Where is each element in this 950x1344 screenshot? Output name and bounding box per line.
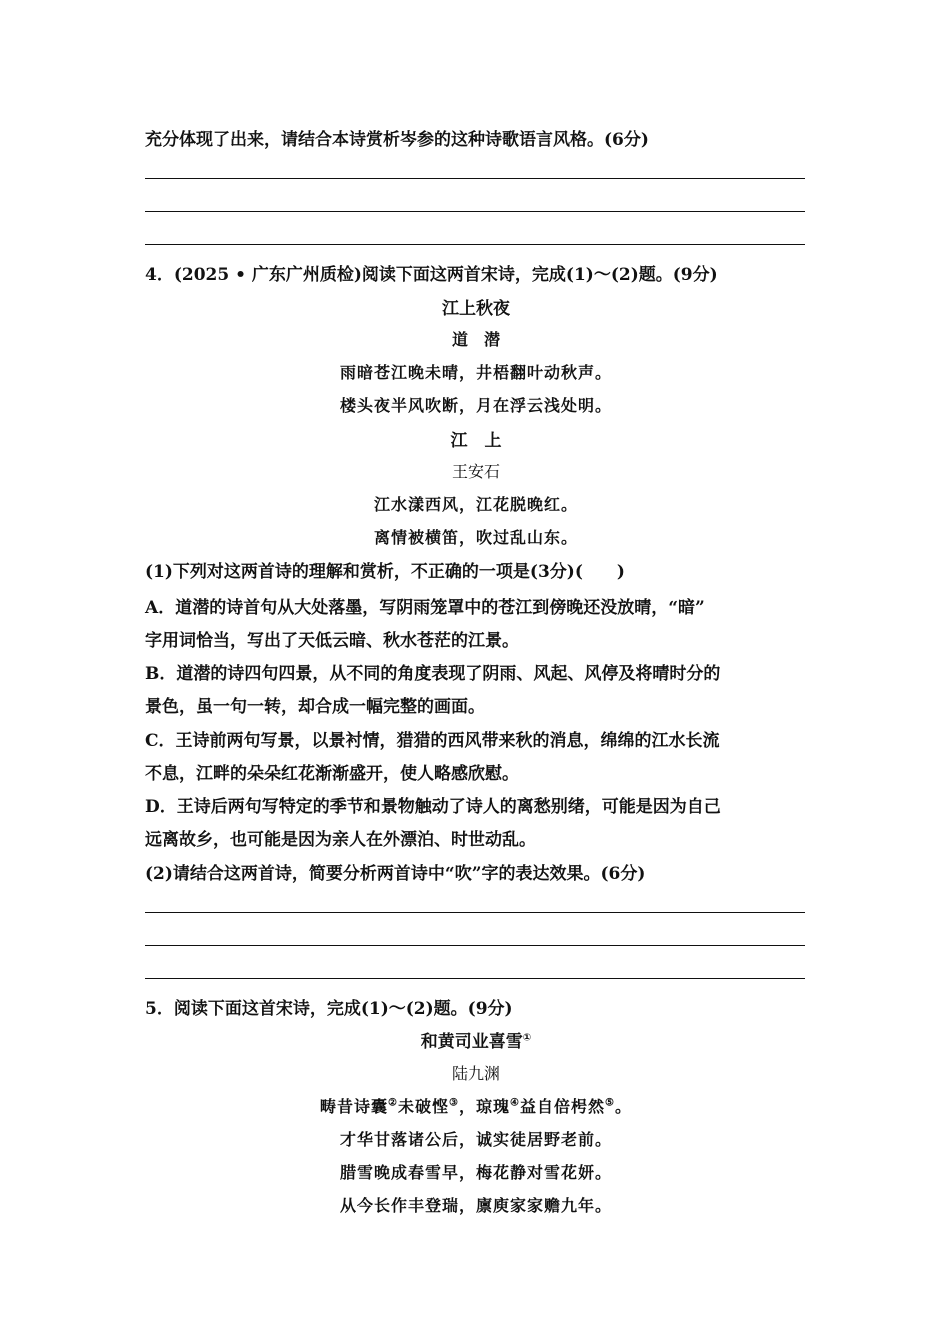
sub-question-2: (2)请结合这两首诗，简要分析两首诗中“吹”字的表达效果。(6分)	[145, 864, 646, 884]
poem-text: 未破悭	[398, 1097, 450, 1116]
poem-title-text: 和黄司业喜雪	[420, 1032, 523, 1052]
poem-line: 腊雪晚成春雪早，梅花静对雪花妍。	[339, 1163, 612, 1182]
question-4-stem	[145, 260, 807, 285]
poem-line: 江水漾西风，江花脱晚红。	[373, 495, 578, 514]
option-a-cont: 字用词恰当，写出了天低云暗、秋水苍茫的江景。	[145, 631, 519, 651]
poem-line: 楼头夜半风吹断，月在浮云浅处明。	[339, 396, 612, 415]
option-c: C．王诗前两句写景，以景衬情，猎猎的西风带来秋的消息，绵绵的江水长流	[145, 731, 720, 751]
answer-line	[145, 178, 805, 179]
question-5-stem: 5．阅读下面这首宋诗，完成(1)～(2)题。(9分)	[145, 999, 513, 1019]
footnote-mark: ④	[510, 1097, 520, 1109]
poem-title	[145, 1027, 807, 1052]
question-4-source: 广东广州质检	[251, 265, 354, 285]
option-a: A．道潜的诗首句从大处落墨，写阴雨笼罩中的苍江到傍晚还没放晴，“暗”	[145, 598, 705, 618]
poem-title: 江 上	[450, 431, 502, 451]
question-4-instruction: )阅读下面这两首宋诗，完成(1)～(2)题。(9分)	[353, 265, 718, 285]
poem-text: 益自倍枵然	[519, 1097, 605, 1116]
poem-line: 才华甘落诸公后，诚实徒居野老前。	[339, 1130, 612, 1149]
poem-text: ，琼瑰	[458, 1097, 510, 1116]
poem-author: 陆九渊	[451, 1064, 500, 1083]
poem-title: 江上秋夜	[442, 299, 510, 319]
option-b: B．道潜的诗四句四景，从不同的角度表现了阴雨、风起、风停及将晴时分的	[145, 664, 721, 684]
footnote-mark: ⑤	[604, 1097, 615, 1109]
answer-line	[145, 945, 805, 946]
poem-line: 离情被横笛，吹过乱山东。	[373, 528, 578, 547]
poem-author: 道 潜	[451, 330, 500, 349]
answer-line	[145, 978, 805, 979]
poem-text: 畴昔诗囊	[320, 1097, 389, 1116]
answer-line	[145, 912, 805, 913]
poem-author: 王安石	[451, 462, 500, 481]
poem-line	[145, 1094, 807, 1117]
poem-line: 从今长作丰登瑞，廪庾家家赡九年。	[339, 1196, 612, 1215]
question-4-number: 4．(2025 •	[145, 265, 252, 285]
option-d-cont: 远离故乡，也可能是因为亲人在外漂泊、时世动乱。	[145, 830, 536, 850]
sub-question-1: (1)下列对这两首诗的理解和赏析，不正确的一项是(3分)( )	[145, 562, 625, 582]
option-b-cont: 景色，虽一句一转，却合成一幅完整的画面。	[145, 697, 485, 717]
answer-line	[145, 244, 805, 245]
option-c-cont: 不息，江畔的朵朵红花渐渐盛开，使人略感欣慰。	[145, 764, 519, 784]
option-d: D．王诗后两句写特定的季节和景物触动了诗人的离愁别绪，可能是因为自己	[145, 797, 721, 817]
footnote-mark: ③	[449, 1097, 459, 1109]
poem-line: 雨暗苍江晚未晴，井梧翻叶动秋声。	[339, 363, 612, 382]
footnote-mark: ①	[522, 1032, 532, 1044]
question-3-tail: 充分体现了出来，请结合本诗赏析岑参的这种诗歌语言风格。(6分)	[145, 130, 649, 150]
footnote-mark: ②	[388, 1097, 398, 1109]
answer-line	[145, 211, 805, 212]
poem-text: 。	[614, 1097, 632, 1116]
